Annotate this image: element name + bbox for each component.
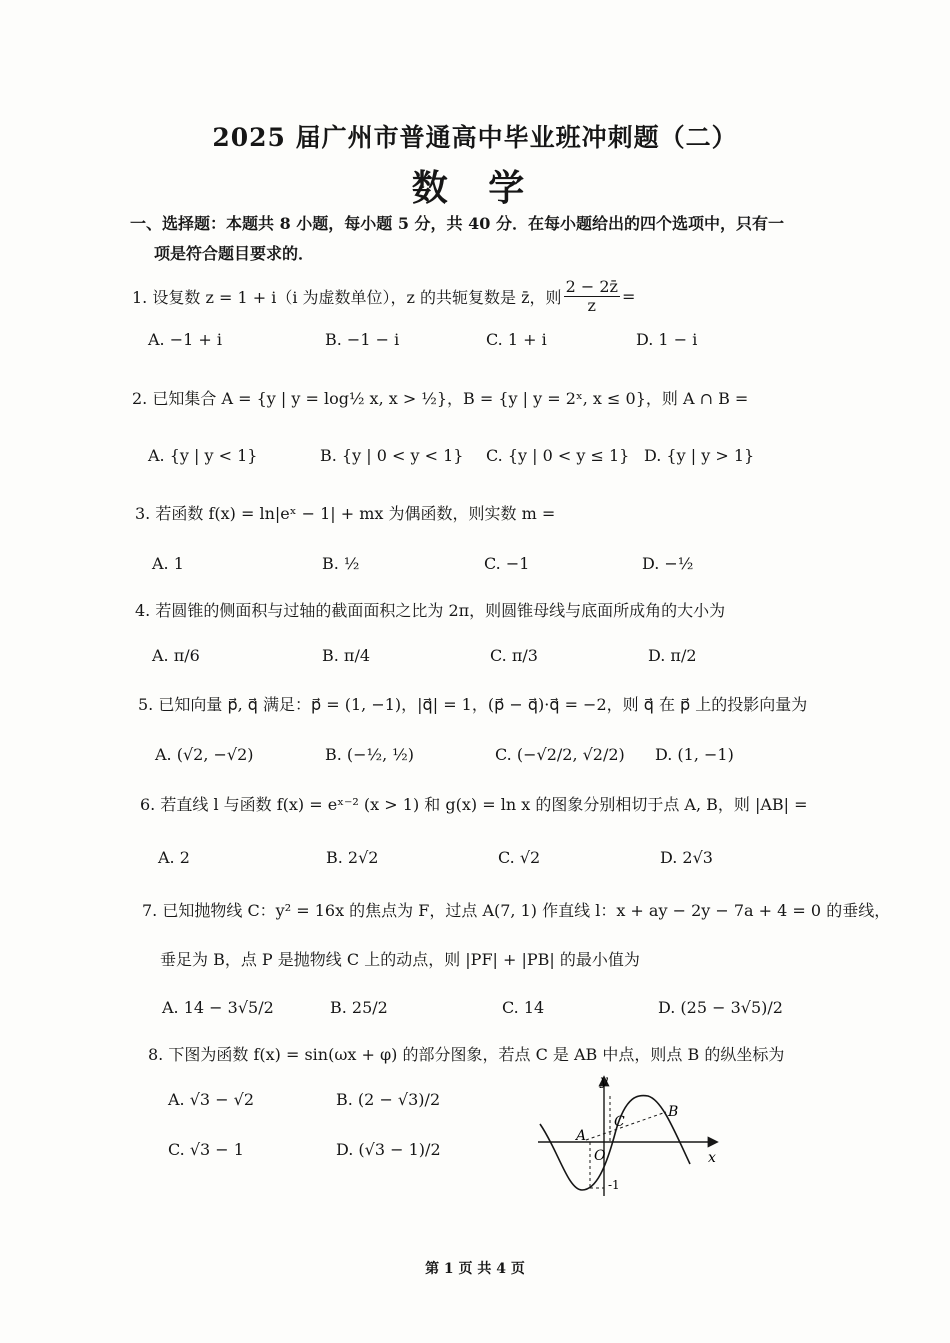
page-footer: 第 1 页 共 4 页 bbox=[425, 1261, 525, 1277]
question-5-option-a: A. (√2, −√2) bbox=[155, 745, 254, 764]
question-6-option-b: B. 2√2 bbox=[326, 848, 379, 867]
question-7-option-b: B. 25/2 bbox=[330, 998, 388, 1017]
question-5-stem: 5. 已知向量 p⃗, q⃗ 满足：p⃗ = (1, −1)，|q⃗| = 1，(p⃗ − q⃗)·q⃗ = −2，则 q⃗ 在 p⃗ 上的投影向量为 bbox=[138, 695, 808, 714]
question-1-frac-den: z bbox=[587, 296, 596, 316]
question-7-stem-2: 垂足为 B，点 P 是抛物线 C 上的动点，则 |PF| + |PB| 的最小值为 bbox=[160, 950, 640, 969]
question-1-option-c: C. 1 + i bbox=[486, 330, 547, 349]
graph-point-a-label: A bbox=[576, 1128, 587, 1144]
question-6-stem: 6. 若直线 l 与函数 f(x) = eˣ⁻² (x > 1) 和 g(x) = ln x 的图象分别相切于点 A, B，则 |AB| = bbox=[140, 795, 808, 814]
section-line-1: 一、选择题：本题共 8 小题，每小题 5 分，共 40 分．在每小题给出的四个选项中，只有一 bbox=[130, 214, 784, 233]
question-7-option-c: C. 14 bbox=[502, 998, 545, 1017]
graph-point-c-label: C bbox=[614, 1114, 625, 1130]
question-6-option-d: D. 2√3 bbox=[660, 848, 713, 867]
question-3-option-a: A. 1 bbox=[152, 554, 184, 573]
question-5-option-d: D. (1, −1) bbox=[655, 745, 734, 764]
question-8-option-d: D. (√3 − 1)/2 bbox=[336, 1140, 441, 1159]
question-1-fraction bbox=[564, 278, 620, 316]
question-3-option-b: B. ½ bbox=[322, 554, 360, 573]
question-5 bbox=[138, 692, 807, 715]
section-instructions bbox=[130, 209, 830, 269]
question-8-option-c: C. √3 − 1 bbox=[168, 1140, 244, 1159]
question-1-stem: 1. 设复数 z = 1 + i（i 为虚数单位），z 的共轭复数是 z̄，则 bbox=[132, 288, 562, 308]
graph-ab-segment bbox=[586, 1112, 666, 1140]
question-2-option-c: C. {y | 0 < y ≤ 1} bbox=[486, 446, 630, 465]
question-4-option-d: D. π/2 bbox=[648, 646, 697, 665]
exam-subject: 数 学 bbox=[411, 167, 539, 209]
question-3-option-c: C. −1 bbox=[484, 554, 530, 573]
question-3 bbox=[135, 501, 555, 524]
question-1-option-b: B. −1 − i bbox=[325, 330, 400, 349]
question-6-option-a: A. 2 bbox=[158, 848, 190, 867]
question-6 bbox=[140, 792, 808, 815]
question-7-option-a: A. 14 − 3√5/2 bbox=[162, 998, 274, 1017]
question-2-stem: 2. 已知集合 A = {y | y = log½ x, x > ½}，B = {y | y = 2ˣ, x ≤ 0}，则 A ∩ B = bbox=[132, 389, 749, 408]
question-7-stem: 7. 已知抛物线 C：y² = 16x 的焦点为 F，过点 A(7, 1) 作直线 l：x + ay − 2y − 7a + 4 = 0 的垂线， bbox=[142, 901, 891, 920]
question-8-stem: 8. 下图为函数 f(x) = sin(ωx + φ) 的部分图象，若点 C 是 AB 中点，则点 B 的纵坐标为 bbox=[148, 1045, 785, 1064]
graph-minus-one-label: -1 bbox=[608, 1178, 620, 1192]
question-1 bbox=[132, 278, 635, 316]
question-1-tail: = bbox=[621, 287, 636, 307]
section-line-2: 项是符合题目要求的． bbox=[154, 244, 315, 263]
question-8-graph bbox=[530, 1072, 730, 1202]
graph-point-b-label: B bbox=[668, 1104, 679, 1120]
question-4 bbox=[135, 598, 725, 621]
question-8-option-a: A. √3 − √2 bbox=[168, 1090, 255, 1109]
graph-y-label: y bbox=[600, 1073, 608, 1089]
question-7 bbox=[142, 898, 890, 921]
question-2-option-b: B. {y | 0 < y < 1} bbox=[320, 446, 464, 465]
question-7-option-d: D. (25 − 3√5)/2 bbox=[658, 998, 783, 1017]
exam-title: 2025 届广州市普通高中毕业班冲刺题（二） bbox=[212, 123, 738, 152]
question-4-option-a: A. π/6 bbox=[152, 646, 200, 665]
question-8-option-b: B. (2 − √3)/2 bbox=[336, 1090, 441, 1109]
question-2-option-a: A. {y | y < 1} bbox=[148, 446, 258, 465]
question-4-stem: 4. 若圆锥的侧面积与过轴的截面面积之比为 2π，则圆锥母线与底面所成角的大小为 bbox=[135, 601, 726, 620]
question-5-option-b: B. (−½, ½) bbox=[325, 745, 415, 764]
question-4-option-b: B. π/4 bbox=[322, 646, 371, 665]
question-1-frac-num: 2 − 2z̄ bbox=[565, 277, 618, 296]
question-6-option-c: C. √2 bbox=[498, 848, 541, 867]
question-4-option-c: C. π/3 bbox=[490, 646, 538, 665]
question-2-option-d: D. {y | y > 1} bbox=[644, 446, 755, 465]
question-1-option-d: D. 1 − i bbox=[636, 330, 698, 349]
question-2 bbox=[132, 386, 748, 409]
question-3-stem: 3. 若函数 f(x) = ln|eˣ − 1| + mx 为偶函数，则实数 m = bbox=[135, 504, 556, 523]
graph-origin-label: O bbox=[594, 1148, 606, 1164]
question-8 bbox=[148, 1042, 784, 1065]
question-1-option-a: A. −1 + i bbox=[148, 330, 223, 349]
question-7-line-2 bbox=[160, 947, 640, 970]
question-3-option-d: D. −½ bbox=[642, 554, 694, 573]
question-5-option-c: C. (−√2/2, √2/2) bbox=[495, 745, 625, 764]
graph-x-label: x bbox=[708, 1150, 716, 1166]
